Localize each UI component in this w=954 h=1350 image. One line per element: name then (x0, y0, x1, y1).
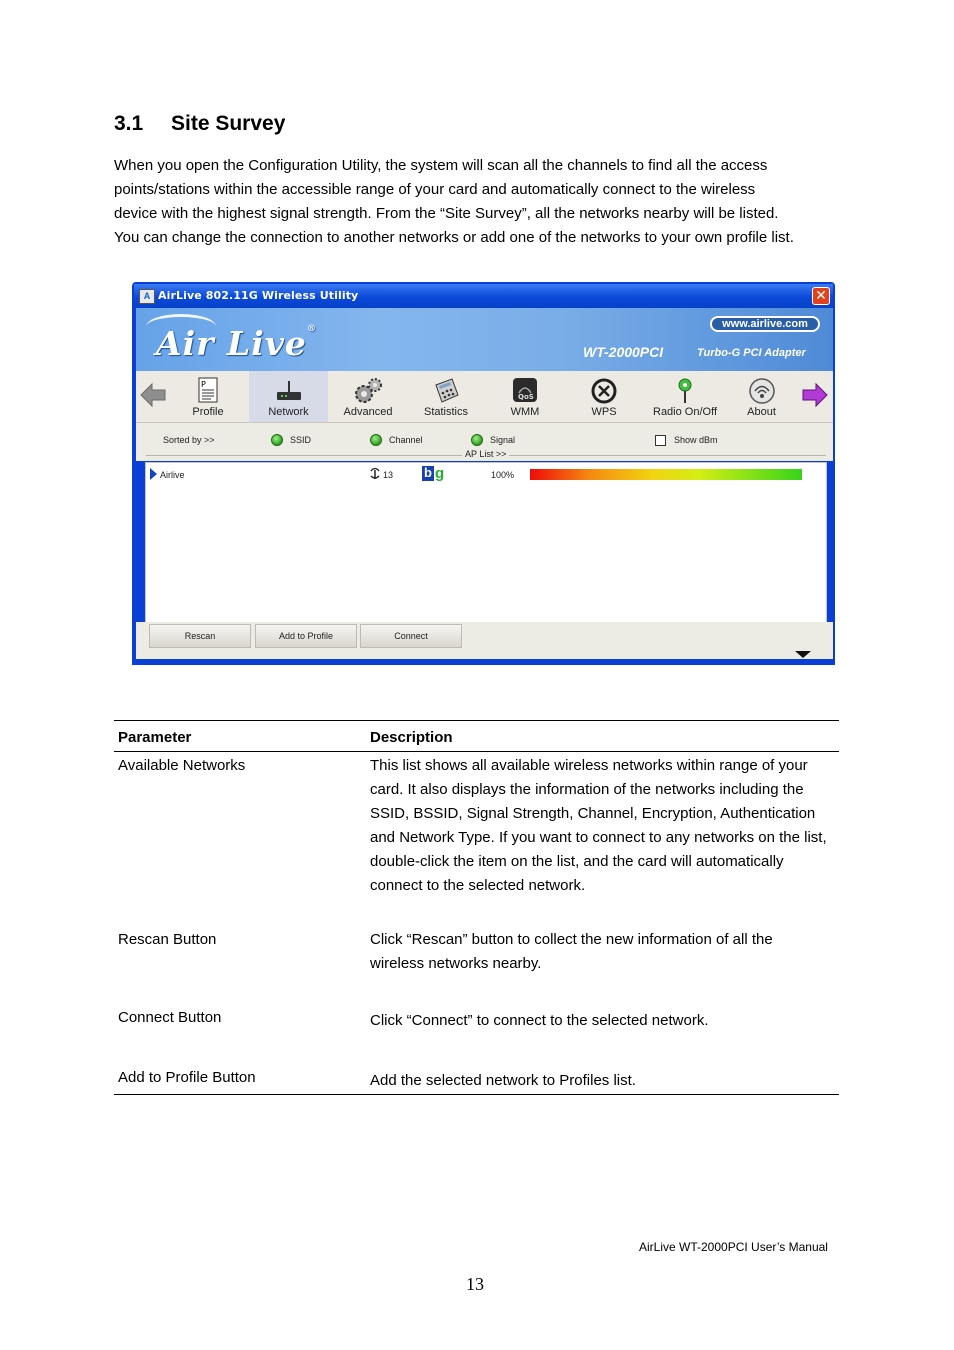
section-heading (114, 112, 285, 136)
brand-name: Air Live (156, 324, 307, 363)
model-description: Turbo-G PCI Adapter (697, 347, 806, 359)
rescan-button[interactable]: Rescan (149, 624, 251, 648)
main-toolbar (136, 371, 833, 423)
toolbar-label: Profile (192, 406, 224, 418)
toolbar-label: About (747, 406, 776, 418)
ap-list-caption: AP List >> (462, 449, 509, 459)
action-buttons (136, 622, 833, 659)
gears-icon (353, 377, 383, 405)
toolbar-label: WPS (591, 406, 617, 418)
toolbar-label: Advanced (343, 406, 393, 418)
wps-icon (590, 377, 618, 405)
utility-window (132, 282, 835, 665)
show-dbm-checkbox[interactable] (655, 435, 666, 446)
model-name: WT-2000PCI (583, 344, 664, 360)
qos-icon (512, 377, 538, 403)
svg-text:P: P (201, 380, 206, 389)
window-title: AirLive 802.11G Wireless Utility (158, 289, 359, 302)
sort-ssid-label: SSID (290, 435, 312, 445)
about-icon (748, 377, 776, 405)
toolbar-label: Network (268, 406, 309, 418)
table-param: Add to Profile Button (118, 1069, 256, 1086)
toolbar-about[interactable] (728, 371, 795, 422)
section-title: Site Survey (171, 112, 286, 135)
toolbar-statistics[interactable] (408, 371, 484, 422)
website-link[interactable]: www.airlive.com (710, 316, 820, 332)
selected-row-arrow-icon (150, 468, 157, 480)
brand-logo (156, 324, 317, 363)
sorted-by-label: Sorted by >> (163, 435, 215, 445)
ap-channel: 13 (383, 470, 394, 480)
toolbar-advanced[interactable] (330, 371, 406, 422)
sort-ssid-radio[interactable] (271, 434, 283, 446)
table-bottom-rule (114, 1094, 839, 1095)
toolbar-network[interactable] (249, 371, 328, 422)
intro-line: You can change the connection to another networks or add one of the networks to your own profile list. (114, 229, 794, 246)
channel-antenna-icon (369, 467, 381, 480)
toolbar-wmm[interactable] (487, 371, 563, 422)
intro-paragraph (114, 154, 849, 250)
brand-mark: ® (306, 324, 317, 334)
toolbar-label: Radio On/Off (653, 406, 717, 418)
window-titlebar[interactable] (134, 284, 833, 308)
header-parameter: Parameter (118, 729, 192, 746)
table-header-rule (114, 751, 839, 752)
table-param: Rescan Button (118, 931, 217, 948)
add-to-profile-button[interactable]: Add to Profile (255, 624, 357, 648)
ap-signal-percent: 100% (491, 470, 515, 480)
profile-icon (197, 377, 219, 403)
toolbar-wps[interactable] (566, 371, 642, 422)
toolbar-profile[interactable] (170, 371, 246, 422)
ap-list[interactable] (145, 462, 827, 623)
sort-signal-label: Signal (490, 435, 516, 445)
intro-line: device with the highest signal strength. From the “Site Survey”, all the networks nearby will be listed. (114, 205, 779, 222)
table-desc: Click “Connect” to connect to the selected network. (370, 1012, 709, 1029)
sort-channel-radio[interactable] (370, 434, 382, 446)
table-top-rule (114, 720, 839, 721)
app-icon: A (139, 289, 155, 304)
table-param: Connect Button (118, 1009, 222, 1026)
sort-signal-radio[interactable] (471, 434, 483, 446)
table-param: Available Networks (118, 757, 246, 774)
intro-line: When you open the Configuration Utility, the system will scan all the channels to find all the access (114, 157, 768, 174)
toolbar-label: WMM (510, 406, 540, 418)
table-desc: Click “Rescan” button to collect the new information of all the wireless networks nearby. (370, 931, 773, 972)
sort-channel-label: Channel (389, 435, 423, 445)
close-button[interactable]: ✕ (812, 287, 830, 305)
brand-banner (136, 308, 833, 371)
show-dbm-label: Show dBm (674, 435, 718, 445)
toolbar-label: Statistics (423, 406, 468, 418)
calculator-icon (432, 377, 460, 405)
section-number: 3.1 (114, 112, 144, 135)
signal-strength-bar (530, 469, 802, 480)
list-item[interactable] (146, 463, 826, 485)
back-arrow-icon[interactable] (139, 381, 167, 409)
sort-options-bar (136, 423, 833, 461)
header-description: Description (370, 729, 453, 746)
toolbar-radio-onoff[interactable] (644, 371, 726, 422)
router-icon (274, 377, 304, 403)
connect-button[interactable]: Connect (360, 624, 462, 648)
manual-footer: AirLive WT-2000PCI User’s Manual (639, 1240, 828, 1254)
mode-g-badge: g (435, 465, 445, 482)
mode-b-badge: b (422, 466, 434, 481)
page-number: 13 (466, 1274, 484, 1294)
forward-arrow-icon[interactable] (801, 381, 829, 409)
radio-antenna-icon (674, 377, 696, 405)
table-desc: This list shows all available wireless networks within range of your card. It also displays the information of the networks including the SSID, BSSID, Signal Strength, Channel, Encryption, Authentication and Network Type. If you want to connect to any networks on the list, double-click the item on the list, and the card will automatically connect to the selected network. (370, 757, 827, 894)
ap-ssid: Airlive (160, 470, 185, 480)
table-desc: Add the selected network to Profiles list. (370, 1072, 636, 1089)
svg-text:QoS: QoS (518, 393, 534, 401)
collapse-arrow-icon[interactable] (784, 650, 820, 659)
intro-line: points/stations within the accessible range of your card and automatically connect to the wireless (114, 181, 756, 198)
